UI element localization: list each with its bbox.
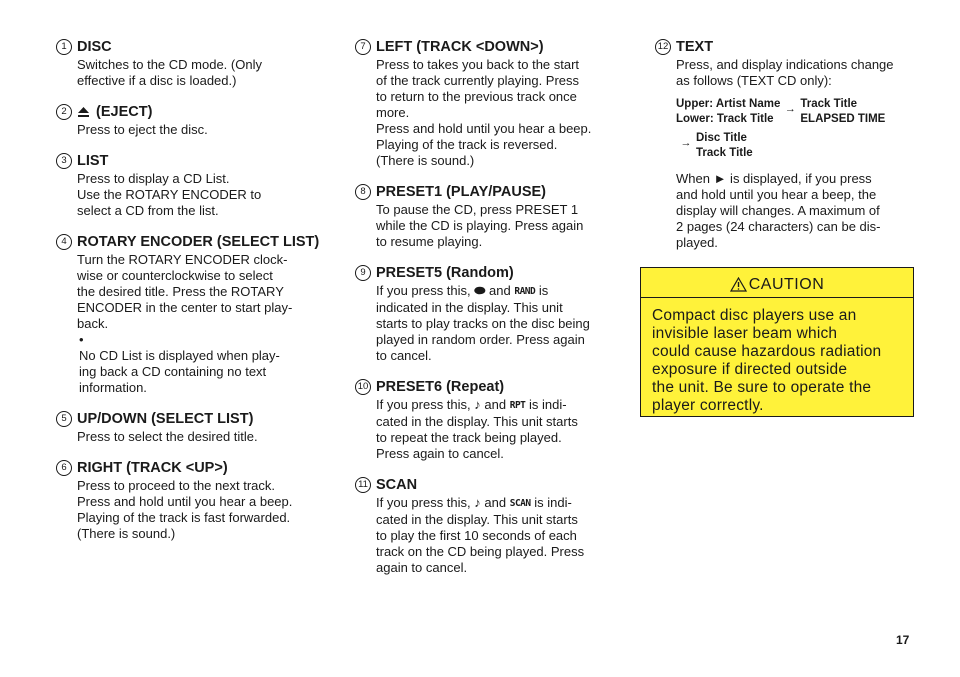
body-line: back. (77, 316, 109, 331)
caution-line: player correctly. (652, 397, 764, 414)
section-body-continued (655, 171, 920, 251)
section-title: PRESET1 (PLAY/PAUSE) (376, 184, 547, 200)
display-state-2 (800, 97, 885, 127)
item-number-badge: 9 (355, 265, 371, 281)
display-line: Upper: Artist Name (676, 98, 781, 110)
section-title: SCAN (376, 477, 418, 493)
section-item-11 (355, 476, 620, 576)
item-number-badge: 5 (56, 411, 72, 427)
section-body (355, 57, 620, 169)
section-body (56, 478, 326, 542)
section-item-4 (56, 233, 326, 396)
bullet-note (77, 332, 326, 396)
section-item-12 (655, 38, 920, 251)
arrow-right-icon: → (784, 103, 796, 115)
section-item-3 (56, 152, 326, 219)
item-number-badge: 10 (355, 379, 371, 395)
body-line: while the CD is playing. Press again (376, 218, 584, 233)
body-line: Press, and display indications change (676, 57, 894, 72)
display-line: Track Title (800, 98, 858, 110)
section-heading (56, 38, 326, 56)
body-line: more. (376, 105, 410, 120)
body-line: effective if a disc is loaded.) (77, 73, 237, 88)
arrow-right-icon: → (680, 137, 692, 149)
section-heading (56, 459, 326, 477)
section-heading (56, 152, 326, 170)
section-heading (655, 38, 920, 56)
section-heading (355, 378, 620, 396)
column-middle (355, 38, 620, 590)
body-line: again to cancel. (376, 560, 468, 575)
bullet-line: No CD List is displayed when play- (79, 348, 280, 363)
section-body (355, 202, 620, 250)
body-line: wise or counterclockwise to select (77, 268, 273, 283)
item-number-badge: 3 (56, 153, 72, 169)
section-body (355, 397, 620, 462)
section-item-10 (355, 378, 620, 462)
caution-line: could cause hazardous radiation (652, 343, 882, 360)
section-body (56, 122, 326, 138)
caution-line: invisible laser beam which (652, 325, 838, 342)
section-title: PRESET5 (Random) (376, 265, 514, 281)
eject-icon (77, 106, 90, 118)
body-line: played. (676, 235, 718, 250)
item-number-badge: 11 (355, 477, 371, 493)
display-line: Track Title (696, 147, 753, 159)
body-line: Press to eject the disc. (77, 122, 208, 137)
body-line: to repeat the track being played. (376, 430, 562, 445)
body-line: cated in the display. This unit starts (376, 512, 578, 527)
caution-line: exposure if directed outside (652, 361, 848, 378)
caution-header (641, 268, 913, 298)
display-indicator: RAND (514, 286, 536, 297)
display-state-1 (676, 97, 780, 127)
item-number-badge: 4 (56, 234, 72, 250)
section-heading (355, 183, 620, 201)
caution-line: Compact disc players use an (652, 307, 857, 324)
section-heading (355, 264, 620, 282)
body-line: (There is sound.) (376, 153, 475, 168)
body-line: and hold until you hear a beep, the (676, 187, 877, 202)
section-title: ROTARY ENCODER (SELECT LIST) (77, 234, 320, 250)
section-heading (56, 233, 326, 251)
section-item-5 (56, 410, 326, 445)
section-item-6 (56, 459, 326, 542)
body-line: To pause the CD, press PRESET 1 (376, 202, 579, 217)
display-indicator: SCAN (509, 498, 531, 509)
body-line: (There is sound.) (77, 526, 176, 541)
body-line: indicated in the display. This unit (376, 300, 563, 315)
body-line: display will changes. A maximum of (676, 203, 880, 218)
button-glyph-icon: ⬬ (474, 283, 486, 298)
page-number: 17 (896, 633, 910, 647)
body-line: Playing of the track is fast forwarded. (77, 510, 291, 525)
section-body (56, 171, 326, 219)
caution-text (641, 298, 913, 415)
body-line: Use the ROTARY ENCODER to (77, 187, 262, 202)
section-title: PRESET6 (Repeat) (376, 379, 505, 395)
item-number-badge: 8 (355, 184, 371, 200)
section-title: RIGHT (TRACK <UP>) (77, 460, 228, 476)
body-line: 2 pages (24 characters) can be dis- (676, 219, 881, 234)
section-item-1 (56, 38, 326, 89)
item-number-badge: 7 (355, 39, 371, 55)
body-text: If you press this, (376, 495, 471, 510)
body-line: to resume playing. (376, 234, 483, 249)
body-line: Press to takes you back to the start (376, 57, 580, 72)
item-number-badge: 1 (56, 39, 72, 55)
body-text: is indi- (534, 495, 572, 510)
bullet-dot: • (79, 332, 84, 347)
display-sequence (655, 97, 920, 161)
button-glyph-icon: ♪ (474, 495, 481, 510)
bullet-line: ing back a CD containing no text (79, 364, 267, 379)
body-line: Press and hold until you hear a beep. (77, 494, 293, 509)
body-line: to cancel. (376, 348, 432, 363)
display-line: ELAPSED TIME (800, 113, 886, 125)
body-line: the desired title. Press the ROTARY (77, 284, 284, 299)
section-item-2 (56, 103, 326, 138)
body-line: Press to select the desired title. (77, 429, 258, 444)
section-body (56, 57, 326, 89)
section-title: LIST (77, 153, 109, 169)
section-body (655, 57, 920, 89)
body-line: starts to play tracks on the disc being (376, 316, 590, 331)
body-line (376, 283, 620, 300)
body-text: If you press this, (376, 283, 471, 298)
display-indicator: RPT (509, 400, 526, 411)
item-number-badge: 2 (56, 104, 72, 120)
display-state-3 (696, 131, 753, 161)
body-line: Press to proceed to the next track. (77, 478, 275, 493)
section-body (355, 495, 620, 576)
section-heading (56, 410, 326, 428)
body-text: and (484, 495, 507, 510)
body-line (376, 495, 620, 512)
section-title: DISC (77, 39, 112, 55)
body-text: is (538, 283, 549, 298)
bullet-line: information. (79, 380, 147, 395)
body-line: to return to the previous track once (376, 89, 577, 104)
column-right (655, 38, 920, 265)
body-line: select a CD from the list. (77, 203, 219, 218)
body-line: of the track currently playing. Press (376, 73, 580, 88)
body-text: is indi- (529, 397, 567, 412)
button-glyph-icon: ♪ (474, 397, 481, 412)
body-line: Switches to the CD mode. (Only (77, 57, 262, 72)
section-heading (355, 476, 620, 494)
display-sequence-row (676, 131, 920, 161)
body-line: Turn the ROTARY ENCODER clock- (77, 252, 288, 267)
body-text: If you press this, (376, 397, 471, 412)
item-number-badge: 6 (56, 460, 72, 476)
section-item-7 (355, 38, 620, 169)
display-line: Lower: Track Title (676, 113, 774, 125)
display-line: Disc Title (696, 132, 747, 144)
section-body (56, 429, 326, 445)
section-heading (56, 103, 326, 121)
section-body (355, 283, 620, 364)
body-line: as follows (TEXT CD only): (676, 73, 832, 88)
body-line: cated in the display. This unit starts (376, 414, 578, 429)
section-title: UP/DOWN (SELECT LIST) (77, 411, 254, 427)
section-item-9 (355, 264, 620, 364)
caution-box (640, 267, 914, 417)
section-title: LEFT (TRACK <DOWN>) (376, 39, 544, 55)
section-title: (EJECT) (96, 104, 153, 120)
body-line: Press again to cancel. (376, 446, 504, 461)
body-line: Press and hold until you hear a beep. (376, 121, 592, 136)
body-text: and (484, 397, 507, 412)
warning-triangle-icon (730, 277, 747, 292)
column-left (56, 38, 326, 556)
body-line: to play the first 10 seconds of each (376, 528, 577, 543)
section-item-8 (355, 183, 620, 250)
body-line: track on the CD being played. Press (376, 544, 585, 559)
body-line (376, 397, 620, 414)
body-line: Press to display a CD List. (77, 171, 230, 186)
body-text: and (489, 283, 511, 298)
body-line: played in random order. Press again (376, 332, 585, 347)
section-heading (355, 38, 620, 56)
caution-line: the unit. Be sure to operate the (652, 379, 872, 396)
item-number-badge: 12 (655, 39, 671, 55)
caution-title: CAUTION (748, 276, 825, 293)
display-sequence-row (676, 97, 920, 127)
body-line: When ► is displayed, if you press (676, 171, 872, 186)
body-line: ENCODER in the center to start play- (77, 300, 293, 315)
section-title: TEXT (676, 39, 714, 55)
section-body (56, 252, 326, 396)
body-line: Playing of the track is reversed. (376, 137, 558, 152)
